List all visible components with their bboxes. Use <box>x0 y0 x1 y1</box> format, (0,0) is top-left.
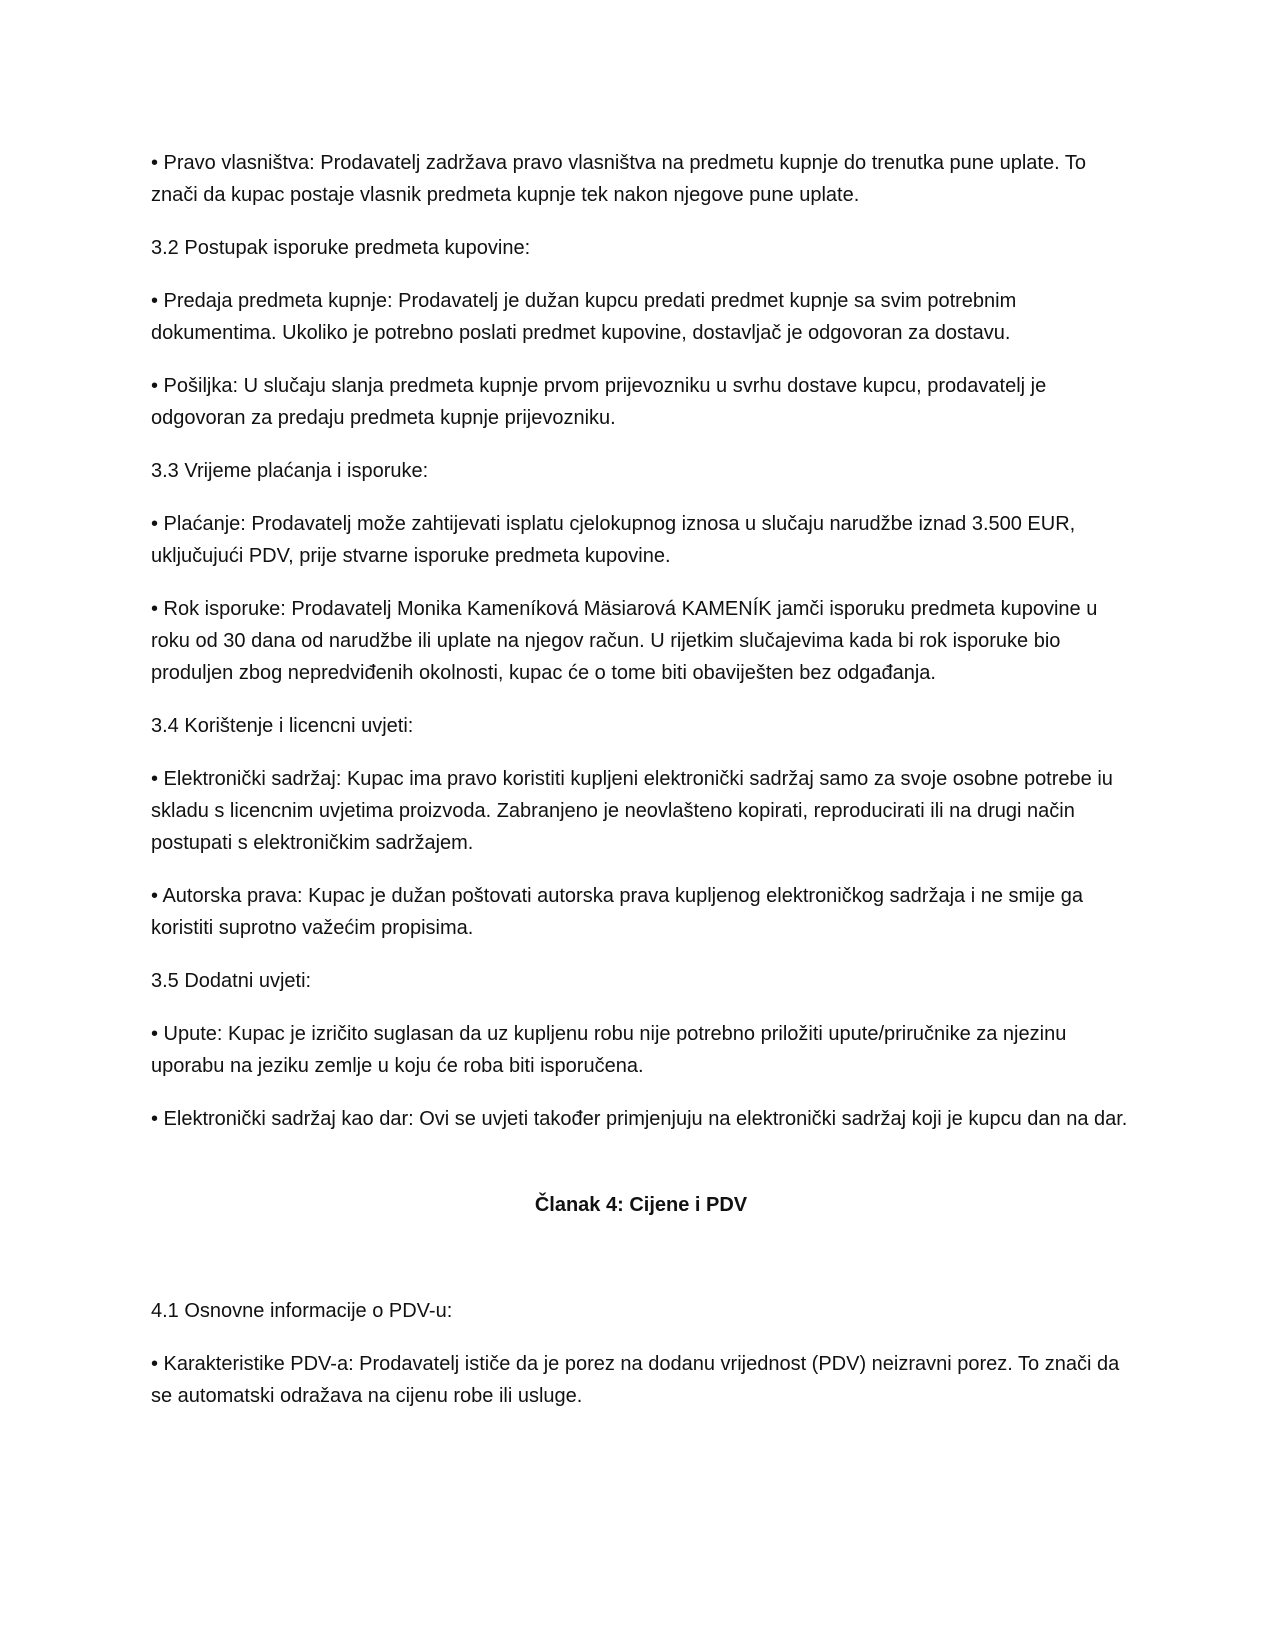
paragraph-instructions: • Upute: Kupac je izričito suglasan da uz kupljenu robu nije potrebno priložiti upute/priručnike za njezinu uporabu na jeziku zemlje u koju će roba biti isporučena. <box>151 1023 1067 1077</box>
paragraph-vat-characteristics: • Karakteristike PDV-a: Prodavatelj ističe da je porez na dodanu vrijednost (PDV) neizravni porez. To znači da se automatski odražava na cijenu robe ili usluge. <box>151 1353 1120 1407</box>
section-heading-3-2: 3.2 Postupak isporuke predmeta kupovine: <box>151 237 531 259</box>
paragraph-copyright: • Autorska prava: Kupac je dužan poštovati autorska prava kupljenog elektroničkog sadržaja i ne smije ga koristiti suprotno važećim propisima. <box>151 885 1083 939</box>
paragraph-ownership: • Pravo vlasništva: Prodavatelj zadržava pravo vlasništva na predmetu kupnje do trenutka pune uplate. To znači da kupac postaje vlasnik predmeta kupnje tek nakon njegove pune uplate. <box>151 152 1086 206</box>
paragraph-handover: • Predaja predmeta kupnje: Prodavatelj je dužan kupcu predati predmet kupnje sa svim potrebnim dokumentima. Ukoliko je potrebno poslati predmet kupovine, dostavljač je odgovoran za dostavu. <box>151 290 1017 344</box>
paragraph-shipment: • Pošiljka: U slučaju slanja predmeta kupnje prvom prijevozniku u svrhu dostave kupcu, prodavatelj je odgovoran za predaju predmeta kupnje prijevozniku. <box>151 375 1047 429</box>
paragraph-electronic-content: • Elektronički sadržaj: Kupac ima pravo koristiti kupljeni elektronički sadržaj samo za svoje osobne potrebe iu skladu s licencnim uvjetima proizvoda. Zabranjeno je neovlašteno kopirati, reproducirati ili na drugi način postupati s elektroničkim sadržajem. <box>151 768 1113 854</box>
section-heading-4-1: 4.1 Osnovne informacije o PDV-u: <box>151 1300 453 1322</box>
section-heading-3-5: 3.5 Dodatni uvjeti: <box>151 970 312 992</box>
document-body <box>151 147 1131 1433</box>
paragraph-payment: • Plaćanje: Prodavatelj može zahtijevati isplatu cjelokupnog iznosa u slučaju narudžbe iznad 3.500 EUR, uključujući PDV, prije stvarne isporuke predmeta kupovine. <box>151 513 1076 567</box>
section-heading-3-3: 3.3 Vrijeme plaćanja i isporuke: <box>151 460 429 482</box>
paragraph-gift-content: • Elektronički sadržaj kao dar: Ovi se uvjeti također primjenjuju na elektronički sadržaj koji je kupcu dan na dar. <box>151 1108 1128 1130</box>
article-heading: Članak 4: Cijene i PDV <box>534 1194 748 1216</box>
paragraph-delivery-term: • Rok isporuke: Prodavatelj Monika Kameníková Mäsiarová KAMENÍK jamči isporuku predmeta kupovine u roku od 30 dana od narudžbe ili uplate na njegov račun. U rijetkim slučajevima kada bi rok isporuke bio produljen zbog nepredviđenih okolnosti, kupac će o tome biti obaviješten bez odgađanja. <box>151 598 1098 684</box>
section-heading-3-4: 3.4 Korištenje i licencni uvjeti: <box>151 715 414 737</box>
